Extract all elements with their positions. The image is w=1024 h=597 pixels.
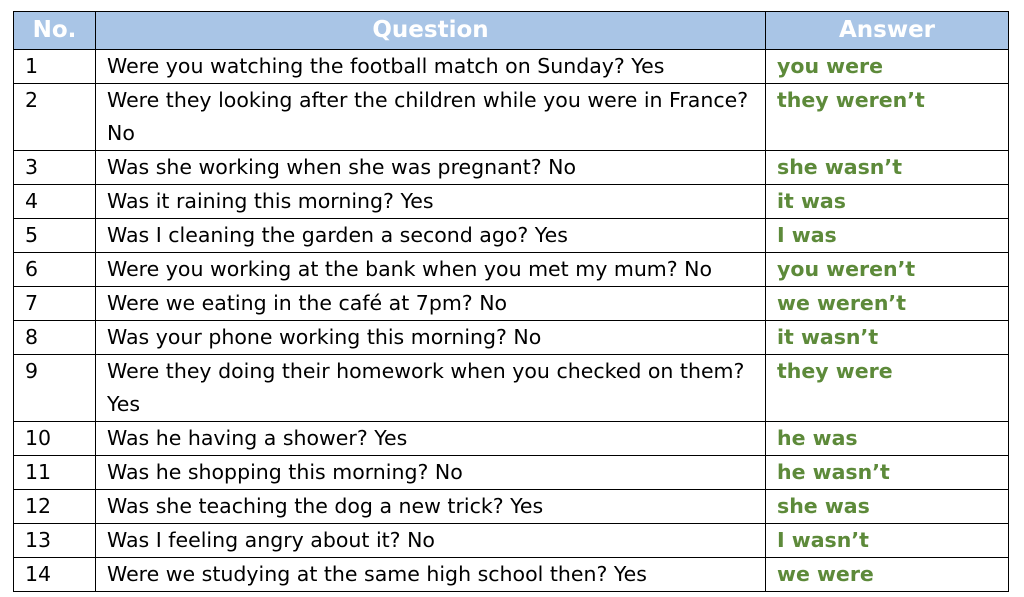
row-question: Were we eating in the café at 7pm? No — [96, 287, 766, 321]
row-number: 10 — [14, 422, 96, 456]
row-number: 6 — [14, 253, 96, 287]
row-answer: you weren’t — [766, 253, 1009, 287]
table-row — [14, 287, 1009, 321]
row-question: Were you working at the bank when you met my mum? No — [96, 253, 766, 287]
row-number: 8 — [14, 321, 96, 355]
row-answer: they weren’t — [766, 84, 1009, 151]
table-row — [14, 253, 1009, 287]
row-number: 7 — [14, 287, 96, 321]
table-row — [14, 84, 1009, 151]
row-question: Were they doing their homework when you checked on them? Yes — [96, 355, 766, 422]
row-number: 12 — [14, 490, 96, 524]
row-number: 1 — [14, 50, 96, 84]
row-answer: he was — [766, 422, 1009, 456]
row-number: 3 — [14, 151, 96, 185]
table-row — [14, 456, 1009, 490]
row-number: 14 — [14, 558, 96, 592]
table-header — [14, 12, 1009, 50]
row-answer: you were — [766, 50, 1009, 84]
row-question: Was she teaching the dog a new trick? Yes — [96, 490, 766, 524]
row-question: Was she working when she was pregnant? No — [96, 151, 766, 185]
row-number: 13 — [14, 524, 96, 558]
row-number: 11 — [14, 456, 96, 490]
header-no: No. — [14, 12, 96, 50]
table-row — [14, 490, 1009, 524]
row-question: Was he shopping this morning? No — [96, 456, 766, 490]
row-answer: I wasn’t — [766, 524, 1009, 558]
table-row — [14, 219, 1009, 253]
row-answer: he wasn’t — [766, 456, 1009, 490]
answer-table — [13, 11, 1009, 592]
row-number: 5 — [14, 219, 96, 253]
table-row — [14, 321, 1009, 355]
table-row — [14, 558, 1009, 592]
table-row — [14, 50, 1009, 84]
row-answer: I was — [766, 219, 1009, 253]
row-answer: we weren’t — [766, 287, 1009, 321]
row-question: Was I cleaning the garden a second ago? Yes — [96, 219, 766, 253]
row-number: 9 — [14, 355, 96, 422]
row-question: Was your phone working this morning? No — [96, 321, 766, 355]
row-question: Were they looking after the children while you were in France? No — [96, 84, 766, 151]
row-question: Was it raining this morning? Yes — [96, 185, 766, 219]
row-question: Were you watching the football match on Sunday? Yes — [96, 50, 766, 84]
table-row — [14, 151, 1009, 185]
row-number: 4 — [14, 185, 96, 219]
row-question: Was he having a shower? Yes — [96, 422, 766, 456]
row-answer: she was — [766, 490, 1009, 524]
row-answer: they were — [766, 355, 1009, 422]
row-answer: she wasn’t — [766, 151, 1009, 185]
table-row — [14, 185, 1009, 219]
row-number: 2 — [14, 84, 96, 151]
row-answer: we were — [766, 558, 1009, 592]
table-body — [14, 50, 1009, 592]
header-question: Question — [96, 12, 766, 50]
header-row — [14, 12, 1009, 50]
row-answer: it wasn’t — [766, 321, 1009, 355]
table-row — [14, 355, 1009, 422]
row-question: Was I feeling angry about it? No — [96, 524, 766, 558]
row-answer: it was — [766, 185, 1009, 219]
header-answer: Answer — [766, 12, 1009, 50]
table-row — [14, 422, 1009, 456]
table-row — [14, 524, 1009, 558]
row-question: Were we studying at the same high school then? Yes — [96, 558, 766, 592]
